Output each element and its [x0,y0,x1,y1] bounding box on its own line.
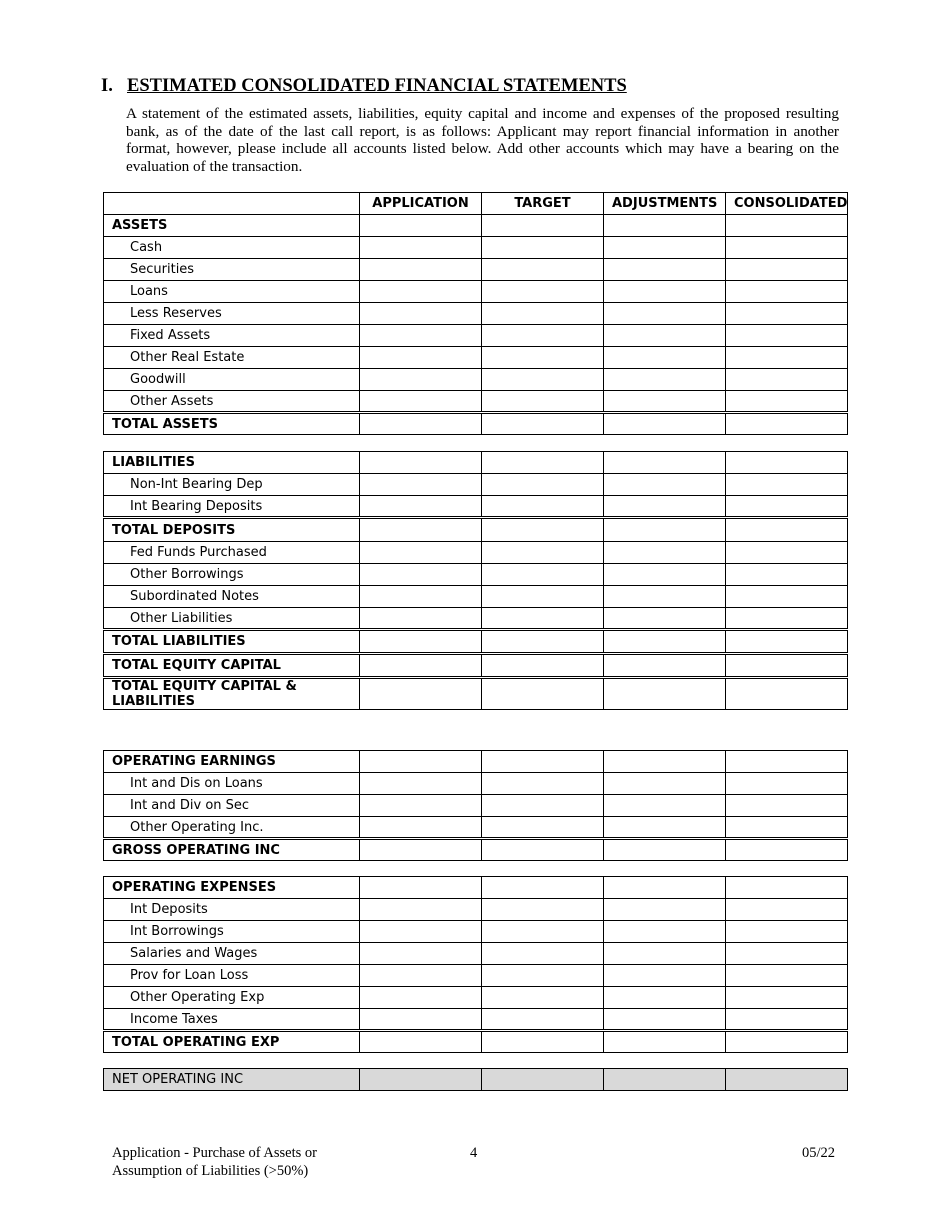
col-header-application: APPLICATION [360,193,482,215]
cell-target[interactable] [482,608,604,630]
cell-consolidated[interactable] [726,303,848,325]
cell-consolidated[interactable] [726,921,848,943]
row-label: Other Liabilities [104,608,360,630]
cell-consolidated[interactable] [726,542,848,564]
cell-target[interactable] [482,325,604,347]
table-row [104,542,848,564]
cell-target[interactable] [482,281,604,303]
row-label: OPERATING EARNINGS [104,751,360,773]
row-label: TOTAL EQUITY CAPITAL & LIABILITIES [104,678,360,710]
table-row [104,452,848,474]
cell-target[interactable] [482,773,604,795]
section-title: ESTIMATED CONSOLIDATED FINANCIAL STATEMENTS [127,76,627,96]
cell-application[interactable] [360,586,482,608]
cell-application[interactable] [360,303,482,325]
cell-application[interactable] [360,654,482,678]
table-row [104,751,848,773]
table-row [104,369,848,391]
cell-application[interactable] [360,496,482,518]
row-label: Other Assets [104,391,360,413]
cell-adjustments[interactable] [604,496,726,518]
cell-target[interactable] [482,452,604,474]
cell-consolidated[interactable] [726,1031,848,1053]
cell-consolidated[interactable] [726,965,848,987]
cell-adjustments[interactable] [604,281,726,303]
cell-target[interactable] [482,474,604,496]
table-row [104,564,848,586]
table-row [104,347,848,369]
row-label: NET OPERATING INC [104,1069,360,1091]
cell-application[interactable] [360,518,482,542]
cell-target[interactable] [482,496,604,518]
table-row [104,1009,848,1031]
cell-application[interactable] [360,877,482,899]
row-label: Securities [104,259,360,281]
cell-adjustments[interactable] [604,347,726,369]
liabilities-table [103,451,848,710]
row-label: Fixed Assets [104,325,360,347]
row-label: TOTAL OPERATING EXP [104,1031,360,1053]
table-row [104,965,848,987]
cell-application[interactable] [360,678,482,710]
cell-application[interactable] [360,215,482,237]
cell-target[interactable] [482,817,604,839]
cell-adjustments[interactable] [604,899,726,921]
footer-form-title [112,1144,317,1180]
cell-application[interactable] [360,943,482,965]
cell-target[interactable] [482,391,604,413]
table-row [104,586,848,608]
cell-target[interactable] [482,987,604,1009]
cell-application[interactable] [360,1009,482,1031]
cell-adjustments[interactable] [604,630,726,654]
cell-consolidated[interactable] [726,654,848,678]
cell-adjustments[interactable] [604,654,726,678]
net-income-table [103,1068,848,1091]
cell-target[interactable] [482,630,604,654]
cell-target[interactable] [482,215,604,237]
row-label: Prov for Loan Loss [104,965,360,987]
table-row [104,943,848,965]
cell-consolidated[interactable] [726,325,848,347]
row-label: Int and Dis on Loans [104,773,360,795]
cell-consolidated[interactable] [726,215,848,237]
cell-consolidated[interactable] [726,678,848,710]
cell-application[interactable] [360,325,482,347]
row-label: TOTAL ASSETS [104,413,360,435]
intro-paragraph: A statement of the estimated assets, liabilities, equity capital and income and expenses of the proposed resulting bank, as of the date of the last call report, is as follows: Applicant may report financial information in another format, however, please include all accounts listed below. Add other accounts which may have a bearing on the evaluation of the transaction. [126,105,839,175]
row-label: Salaries and Wages [104,943,360,965]
row-label: Goodwill [104,369,360,391]
cell-target[interactable] [482,899,604,921]
col-header-label [104,193,360,215]
cell-application[interactable] [360,452,482,474]
cell-target[interactable] [482,518,604,542]
row-label: Other Operating Inc. [104,817,360,839]
cell-adjustments[interactable] [604,987,726,1009]
cell-consolidated[interactable] [726,259,848,281]
row-label: Int Borrowings [104,921,360,943]
cell-target[interactable] [482,795,604,817]
cell-consolidated[interactable] [726,773,848,795]
cell-consolidated[interactable] [726,369,848,391]
table-row [104,413,848,435]
cell-adjustments[interactable] [604,259,726,281]
table-row [104,678,848,710]
table-row [104,474,848,496]
row-label: Int Bearing Deposits [104,496,360,518]
cell-target[interactable] [482,564,604,586]
cell-adjustments[interactable] [604,877,726,899]
table-row [104,1031,848,1053]
cell-consolidated[interactable] [726,564,848,586]
cell-consolidated[interactable] [726,518,848,542]
cell-consolidated[interactable] [726,751,848,773]
cell-application[interactable] [360,630,482,654]
cell-application[interactable] [360,899,482,921]
table-row [104,237,848,259]
row-label: OPERATING EXPENSES [104,877,360,899]
cell-adjustments[interactable] [604,795,726,817]
cell-target[interactable] [482,1069,604,1091]
cell-consolidated[interactable] [726,391,848,413]
table-row [104,259,848,281]
cell-target[interactable] [482,751,604,773]
row-label: TOTAL LIABILITIES [104,630,360,654]
assets-table [103,192,848,435]
cell-adjustments[interactable] [604,325,726,347]
col-header-consolidated: CONSOLIDATED [726,193,848,215]
cell-application[interactable] [360,921,482,943]
cell-application[interactable] [360,608,482,630]
cell-adjustments[interactable] [604,678,726,710]
table-row [104,608,848,630]
column-header-row [104,193,848,215]
table-row [104,303,848,325]
row-label: LIABILITIES [104,452,360,474]
cell-adjustments[interactable] [604,943,726,965]
cell-target[interactable] [482,586,604,608]
table-row [104,654,848,678]
cell-consolidated[interactable] [726,347,848,369]
cell-adjustments[interactable] [604,1069,726,1091]
table-row [104,215,848,237]
table-row [104,921,848,943]
cell-consolidated[interactable] [726,608,848,630]
row-label: Loans [104,281,360,303]
cell-target[interactable] [482,369,604,391]
cell-adjustments[interactable] [604,586,726,608]
cell-consolidated[interactable] [726,943,848,965]
cell-target[interactable] [482,678,604,710]
cell-application[interactable] [360,281,482,303]
cell-consolidated[interactable] [726,1069,848,1091]
section-heading [101,76,627,97]
cell-adjustments[interactable] [604,413,726,435]
cell-adjustments[interactable] [604,817,726,839]
cell-adjustments[interactable] [604,839,726,861]
cell-target[interactable] [482,347,604,369]
table-row [104,877,848,899]
cell-adjustments[interactable] [604,608,726,630]
cell-target[interactable] [482,237,604,259]
cell-target[interactable] [482,542,604,564]
revision-date: 05/22 [802,1145,836,1161]
section-number: I. [101,76,113,96]
table-row [104,1069,848,1091]
cell-consolidated[interactable] [726,452,848,474]
cell-consolidated[interactable] [726,877,848,899]
row-label: Other Borrowings [104,564,360,586]
cell-application[interactable] [360,773,482,795]
row-label: Other Operating Exp [104,987,360,1009]
cell-application[interactable] [360,474,482,496]
cell-application[interactable] [360,1069,482,1091]
table-row [104,281,848,303]
cell-application[interactable] [360,965,482,987]
cell-consolidated[interactable] [726,795,848,817]
cell-application[interactable] [360,795,482,817]
row-label: Subordinated Notes [104,586,360,608]
cell-adjustments[interactable] [604,518,726,542]
footer-line-2: Assumption of Liabilities (>50%) [112,1163,309,1179]
cell-application[interactable] [360,369,482,391]
cell-adjustments[interactable] [604,391,726,413]
row-label: Other Real Estate [104,347,360,369]
cell-application[interactable] [360,347,482,369]
cell-adjustments[interactable] [604,965,726,987]
cell-application[interactable] [360,817,482,839]
cell-target[interactable] [482,877,604,899]
cell-target[interactable] [482,1009,604,1031]
cell-target[interactable] [482,259,604,281]
cell-consolidated[interactable] [726,630,848,654]
cell-consolidated[interactable] [726,839,848,861]
cell-target[interactable] [482,1031,604,1053]
row-label: Income Taxes [104,1009,360,1031]
cell-application[interactable] [360,237,482,259]
row-label: Int Deposits [104,899,360,921]
cell-adjustments[interactable] [604,303,726,325]
cell-application[interactable] [360,391,482,413]
cell-consolidated[interactable] [726,817,848,839]
cell-adjustments[interactable] [604,1031,726,1053]
cell-target[interactable] [482,965,604,987]
cell-application[interactable] [360,1031,482,1053]
cell-target[interactable] [482,921,604,943]
row-label: TOTAL DEPOSITS [104,518,360,542]
table-row [104,630,848,654]
cell-adjustments[interactable] [604,773,726,795]
page-number: 4 [470,1145,478,1161]
row-label: Int and Div on Sec [104,795,360,817]
cell-adjustments[interactable] [604,215,726,237]
cell-adjustments[interactable] [604,237,726,259]
cell-application[interactable] [360,987,482,1009]
cell-target[interactable] [482,413,604,435]
cell-target[interactable] [482,303,604,325]
cell-application[interactable] [360,839,482,861]
cell-consolidated[interactable] [726,987,848,1009]
earnings-table [103,750,848,861]
table-row [104,518,848,542]
row-label: Cash [104,237,360,259]
row-label: Non-Int Bearing Dep [104,474,360,496]
cell-adjustments[interactable] [604,1009,726,1031]
cell-consolidated[interactable] [726,586,848,608]
cell-target[interactable] [482,654,604,678]
cell-consolidated[interactable] [726,413,848,435]
table-row [104,987,848,1009]
cell-target[interactable] [482,839,604,861]
table-row [104,839,848,861]
cell-target[interactable] [482,943,604,965]
cell-application[interactable] [360,751,482,773]
cell-adjustments[interactable] [604,751,726,773]
table-row [104,391,848,413]
row-label: TOTAL EQUITY CAPITAL [104,654,360,678]
cell-adjustments[interactable] [604,564,726,586]
table-row [104,817,848,839]
cell-consolidated[interactable] [726,474,848,496]
cell-application[interactable] [360,542,482,564]
cell-application[interactable] [360,564,482,586]
table-row [104,773,848,795]
col-header-adjustments: ADJUSTMENTS [604,193,726,215]
cell-adjustments[interactable] [604,921,726,943]
cell-adjustments[interactable] [604,452,726,474]
row-label: Fed Funds Purchased [104,542,360,564]
cell-consolidated[interactable] [726,899,848,921]
cell-adjustments[interactable] [604,474,726,496]
table-row [104,795,848,817]
col-header-target: TARGET [482,193,604,215]
cell-adjustments[interactable] [604,369,726,391]
cell-consolidated[interactable] [726,281,848,303]
cell-adjustments[interactable] [604,542,726,564]
table-row [104,496,848,518]
table-row [104,325,848,347]
cell-application[interactable] [360,259,482,281]
expenses-table [103,876,848,1053]
row-label: GROSS OPERATING INC [104,839,360,861]
footer-line-1: Application - Purchase of Assets or [112,1145,317,1161]
cell-consolidated[interactable] [726,237,848,259]
cell-consolidated[interactable] [726,1009,848,1031]
row-label: Less Reserves [104,303,360,325]
table-row [104,899,848,921]
cell-application[interactable] [360,413,482,435]
cell-consolidated[interactable] [726,496,848,518]
row-label: ASSETS [104,215,360,237]
